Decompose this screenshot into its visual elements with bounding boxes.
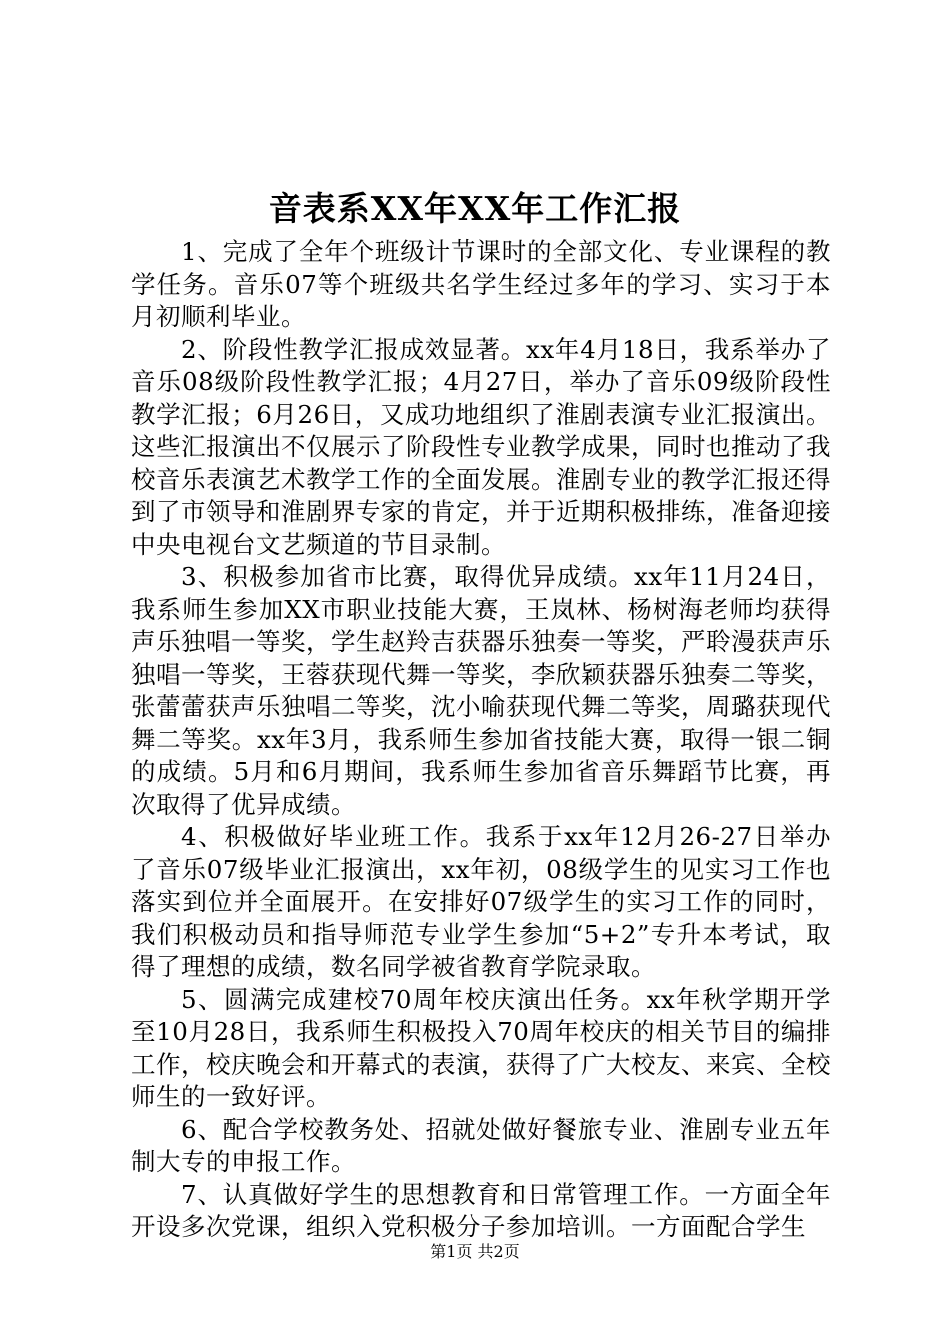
paragraph-7: 7、认真做好学生的思想教育和日常管理工作。一方面全年开设多次党课，组织入党积极分子参加培训。一方面配合学生 bbox=[131, 1179, 831, 1241]
document-title: 音表系XX年XX年工作汇报 bbox=[268, 189, 682, 228]
paragraph-1: 1、完成了全年个班级计节课时的全部文化、专业课程的教学任务。音乐07等个班级共名学生经过多年的学习、实习于本月初顺利毕业。 bbox=[131, 237, 831, 331]
paragraph-6: 6、配合学校教务处、招就处做好餐旅专业、淮剧专业五年制大专的申报工作。 bbox=[131, 1114, 831, 1176]
paragraph-3: 3、积极参加省市比赛，取得优异成绩。xx年11月24日，我系师生参加XX市职业技能大赛，王岚林、杨树海老师均获得声乐独唱一等奖，学生赵羚吉获器乐独奏一等奖，严聆漫获声乐独唱一等奖，王蓉获现代舞一等奖，李欣颖获器乐独奏二等奖，张蕾蕾获声乐独唱二等奖，沈小喻获现代舞二等奖，周璐获现代舞二等奖。xx年3月，我系师生参加省技能大赛，取得一银二铜的成绩。5月和6月期间，我系师生参加省音乐舞蹈节比赛，再次取得了优异成绩。 bbox=[131, 562, 831, 819]
paragraph-5: 5、圆满完成建校70周年校庆演出任务。xx年秋学期开学至10月28日，我系师生积极投入70周年校庆的相关节目的编排工作，校庆晚会和开幕式的表演，获得了广大校友、来宾、全校师生的一致好评。 bbox=[131, 984, 831, 1111]
paragraph-4: 4、积极做好毕业班工作。我系于xx年12月26-27日举办了音乐07级毕业汇报演出，xx年初，08级学生的见实习工作也落实到位并全面展开。在安排好07级学生的实习工作的同时，我们积极动员和指导师范专业学生参加“5+2”专升本考试，取得了理想的成绩，数名同学被省教育学院录取。 bbox=[131, 822, 831, 981]
document-body bbox=[131, 236, 831, 1244]
page-footer: 第1页 共2页 bbox=[430, 1242, 520, 1261]
paragraph-2: 2、阶段性教学汇报成效显著。xx年4月18日，我系举办了音乐08级阶段性教学汇报；4月27日，举办了音乐09级阶段性教学汇报；6月26日，又成功地组织了淮剧表演专业汇报演出。这些汇报演出不仅展示了阶段性专业教学成果，同时也推动了我校音乐表演艺术教学工作的全面发展。淮剧专业的教学汇报还得到了市领导和淮剧界专家的肯定，并于近期积极排练，准备迎接中央电视台文艺频道的节目录制。 bbox=[131, 334, 831, 559]
